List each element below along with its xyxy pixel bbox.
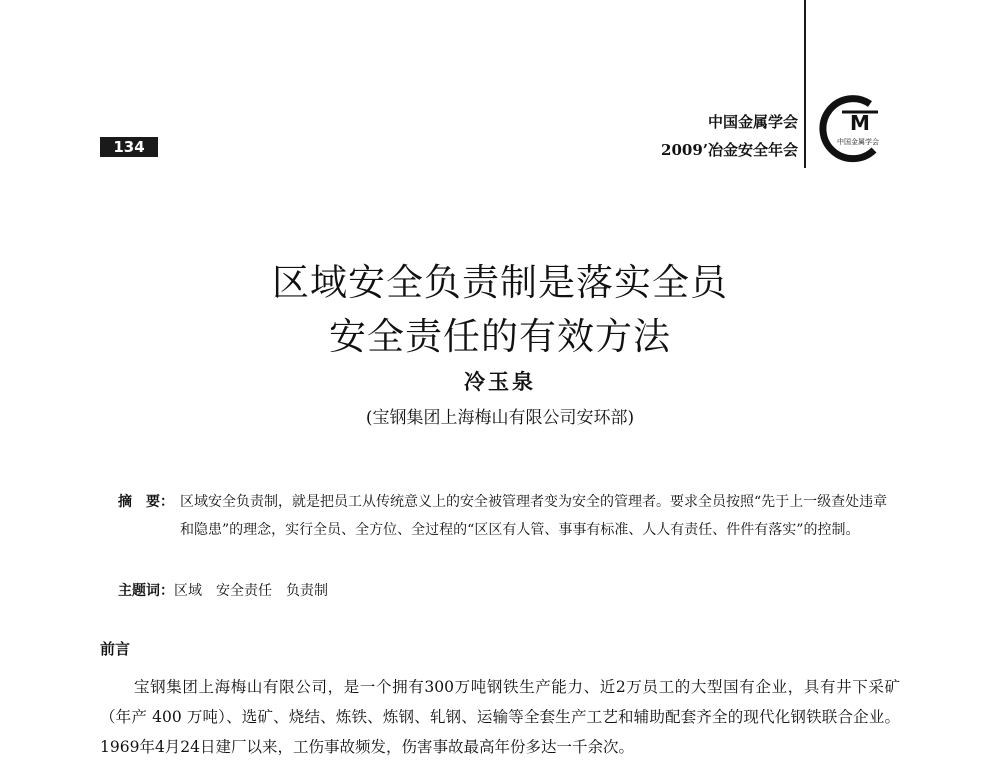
- paper-title: [0, 256, 1000, 364]
- title-line-1: 区域安全负责制是落实全员: [272, 261, 728, 304]
- author-name: 冷玉泉: [464, 369, 536, 394]
- conference-name: 2009’冶金安全年会: [661, 141, 798, 159]
- society-name: 中国金属学会: [707, 113, 798, 131]
- header-divider: [804, 0, 806, 168]
- body-paragraph: 宝钢集团上海梅山有限公司，是一个拥有300万吨钢铁生产能力、近2万员工的大型国有企业，具有井下采矿（年产 400 万吨）、选矿、烧结、炼铁、炼钢、轧钢、运输等全套生产工艺和辅助配套齐全的现代化钢铁联合企业。1969年4月24日建厂以来，工伤事故频发，伤害事故最高年份多达一千余次。: [100, 678, 900, 756]
- abstract-label: 摘 要：: [118, 494, 174, 510]
- logo-mark: M: [850, 111, 870, 135]
- running-header: [661, 108, 798, 164]
- title-line-2: 安全责任的有效方法: [329, 315, 671, 358]
- logo-caption: 中国金属学会: [837, 138, 879, 146]
- keywords-list: 区域 安全责任 负责制: [174, 583, 328, 599]
- section-heading: 前言: [100, 640, 131, 658]
- keywords: [118, 577, 328, 605]
- page-number: 134: [100, 137, 158, 157]
- author-affiliation: (宝钢集团上海梅山有限公司安环部): [365, 408, 635, 428]
- abstract: [118, 488, 898, 544]
- abstract-text: 区域安全负责制，就是把员工从传统意义上的安全被管理者变为安全的管理者。要求全员按照“先于上一级查处违章和隐患”的理念，实行全员、全方位、全过程的“区区有人管、事事有标准、人人有责任、件件有落实”的控制。: [180, 494, 888, 538]
- keywords-label: 主题词：: [118, 583, 174, 599]
- society-logo-icon: [812, 94, 890, 164]
